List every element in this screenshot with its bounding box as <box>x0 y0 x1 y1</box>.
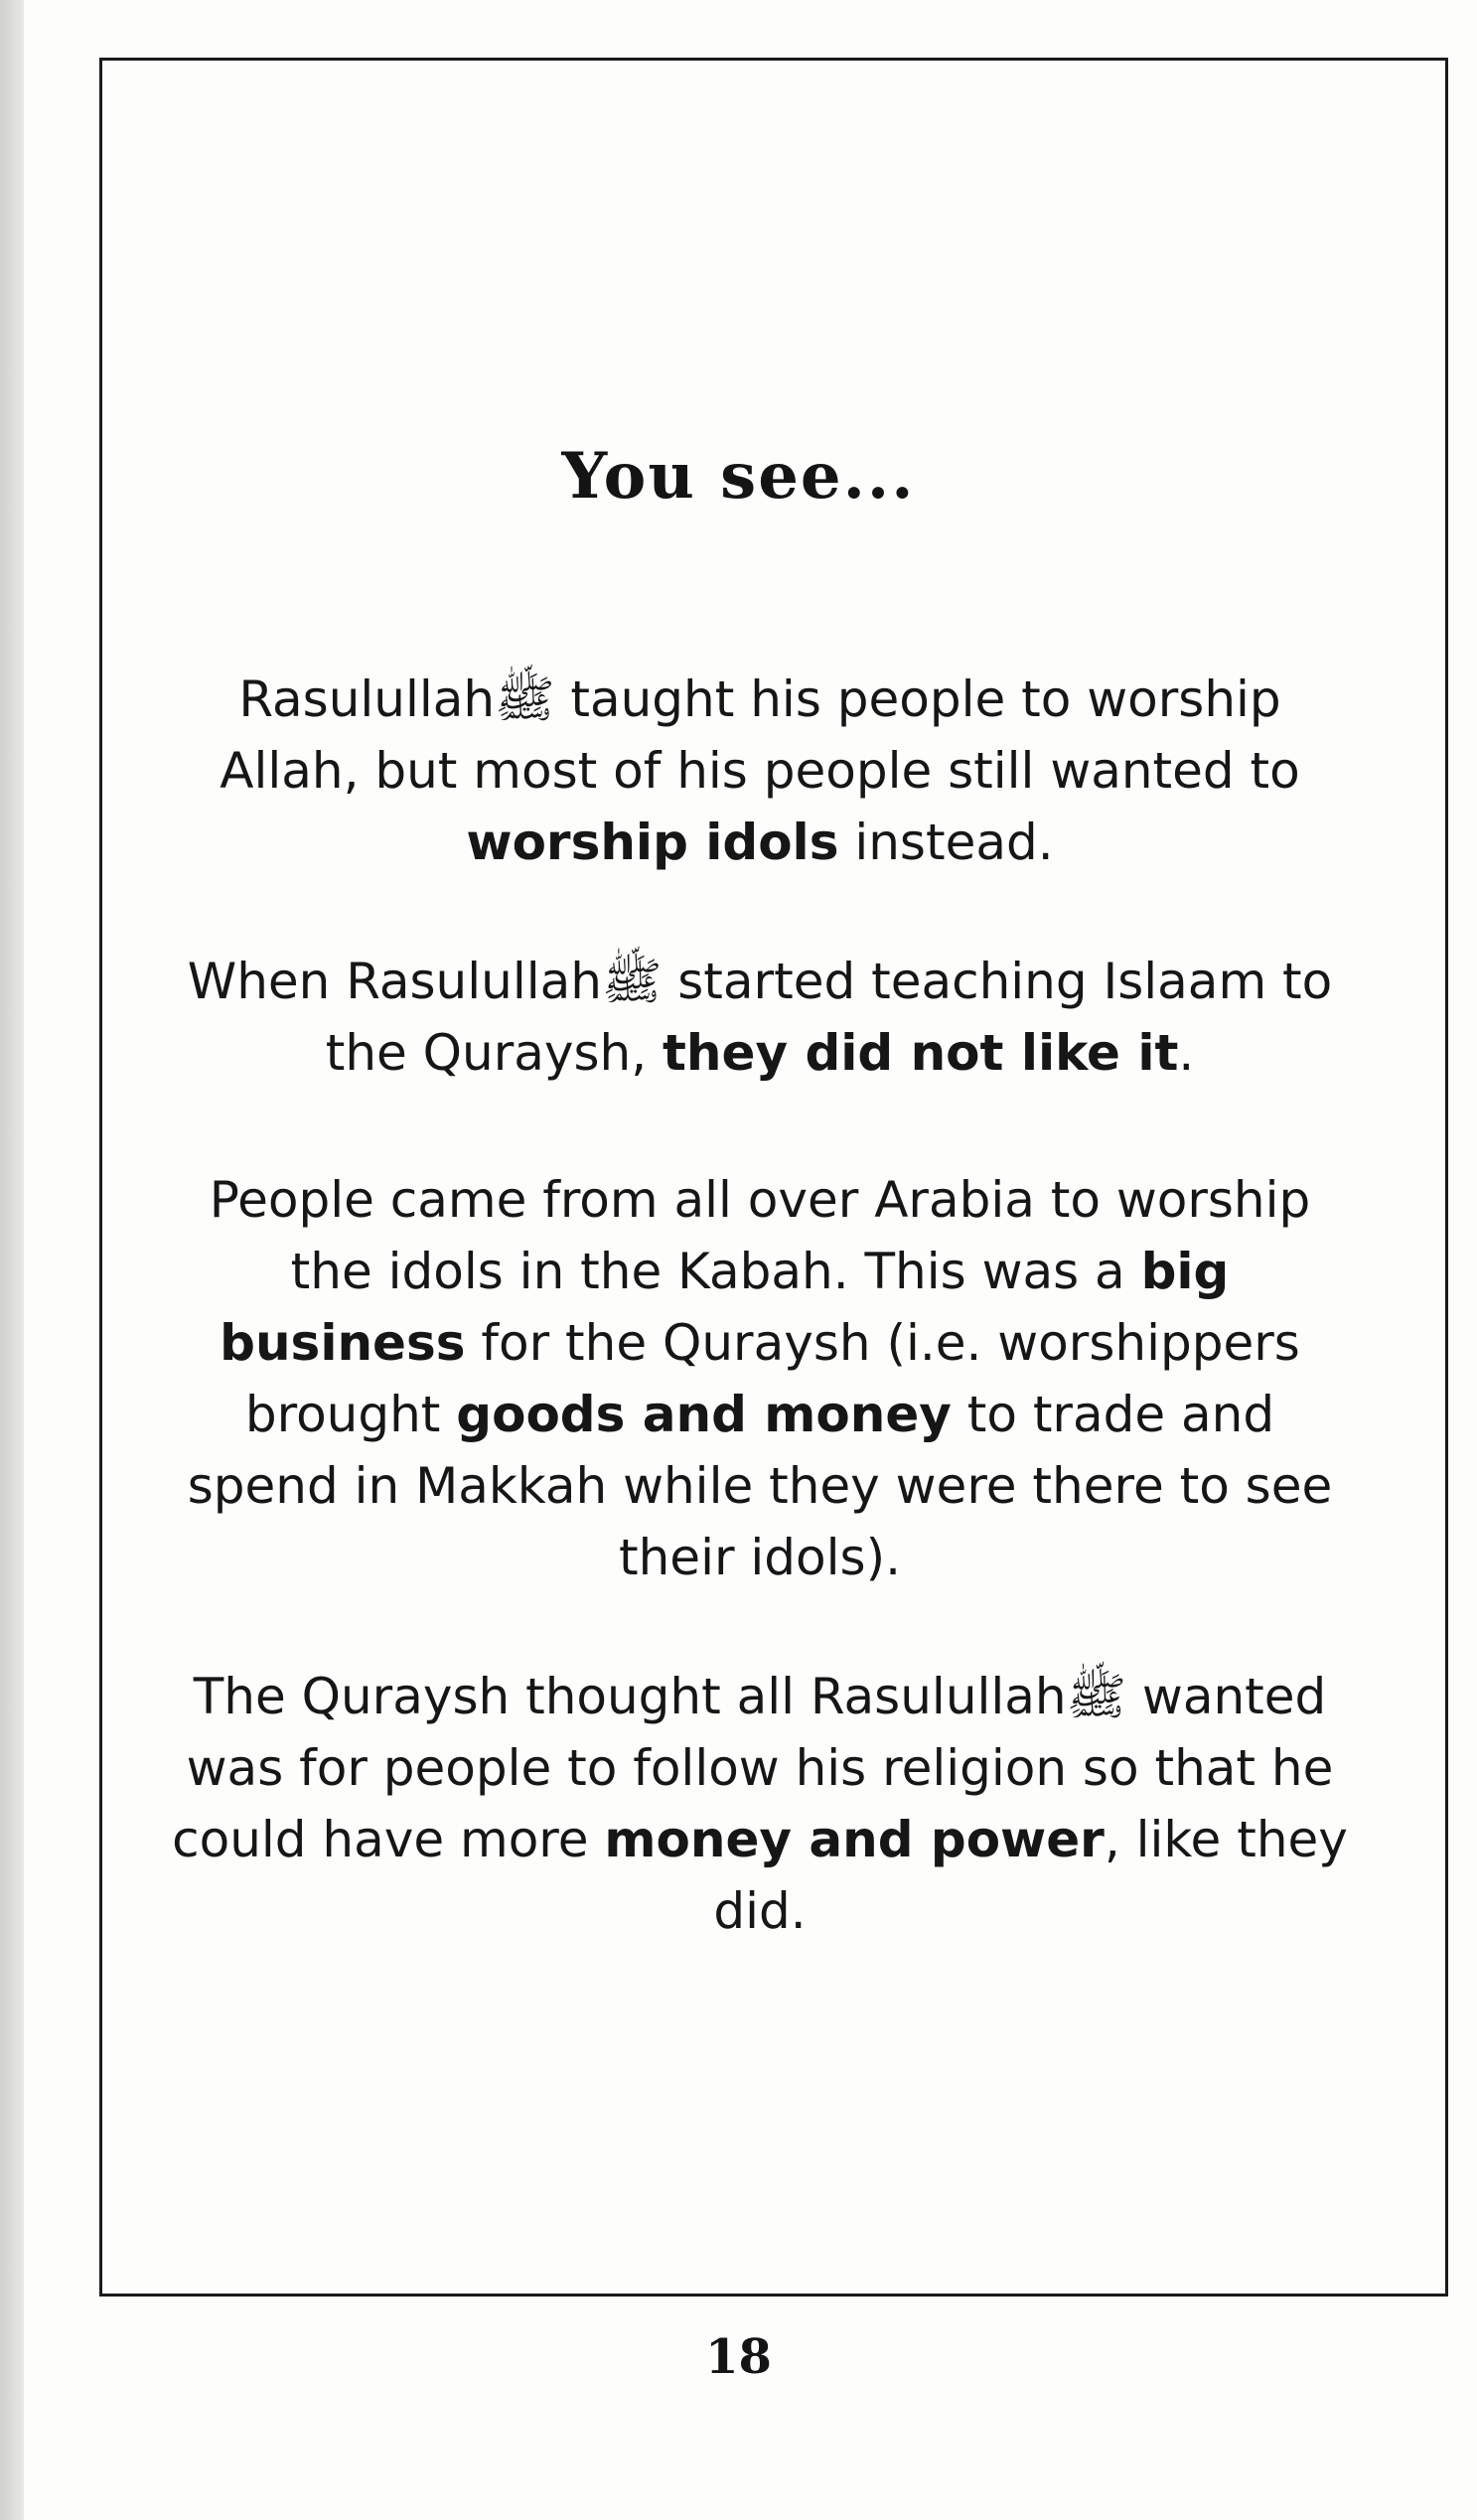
paragraph-2 <box>169 946 1351 1089</box>
paragraph-3-text: People came from all over Arabia to worship the idols in the Kabah. This was a <box>209 1171 1311 1300</box>
paragraph-3-emphasis-2: goods and money <box>456 1386 952 1443</box>
page-heading: You see... <box>561 439 916 514</box>
paragraph-1 <box>169 664 1351 878</box>
paragraph-3-text-end: to trade and spend in Makkah while they were there to see their idols). <box>187 1386 1333 1586</box>
paragraph-2-text-end: . <box>1178 1024 1195 1082</box>
paragraph-3-emphasis-1: big business <box>220 1243 1230 1372</box>
paragraph-2-text: When Rasulullahﷺ started teaching Islaam to the Quraysh, <box>187 953 1333 1082</box>
paragraph-3-text-middle: for the Quraysh (i.e. worshippers brought <box>244 1314 1300 1443</box>
page-number: 18 <box>705 2329 772 2385</box>
paragraph-1-emphasis: worship idols <box>466 814 839 871</box>
paragraph-4-text-end: , like they did. <box>713 1811 1348 1940</box>
paragraph-2-emphasis: they did not like it <box>663 1024 1179 1082</box>
paragraph-4-emphasis: money and power <box>604 1811 1105 1868</box>
paragraph-3 <box>169 1164 1351 1593</box>
paragraph-1-text: Rasulullahﷺ taught his people to worship Allah, but most of his people still wanted to <box>220 670 1300 800</box>
paragraph-4 <box>169 1661 1351 1947</box>
book-spine-shadow <box>0 0 24 2520</box>
paragraph-1-text-end: instead. <box>838 814 1054 871</box>
paragraph-4-text: The Quraysh thought all Rasulullahﷺ wanted was for people to follow his religion so that he could have more <box>172 1668 1334 1868</box>
